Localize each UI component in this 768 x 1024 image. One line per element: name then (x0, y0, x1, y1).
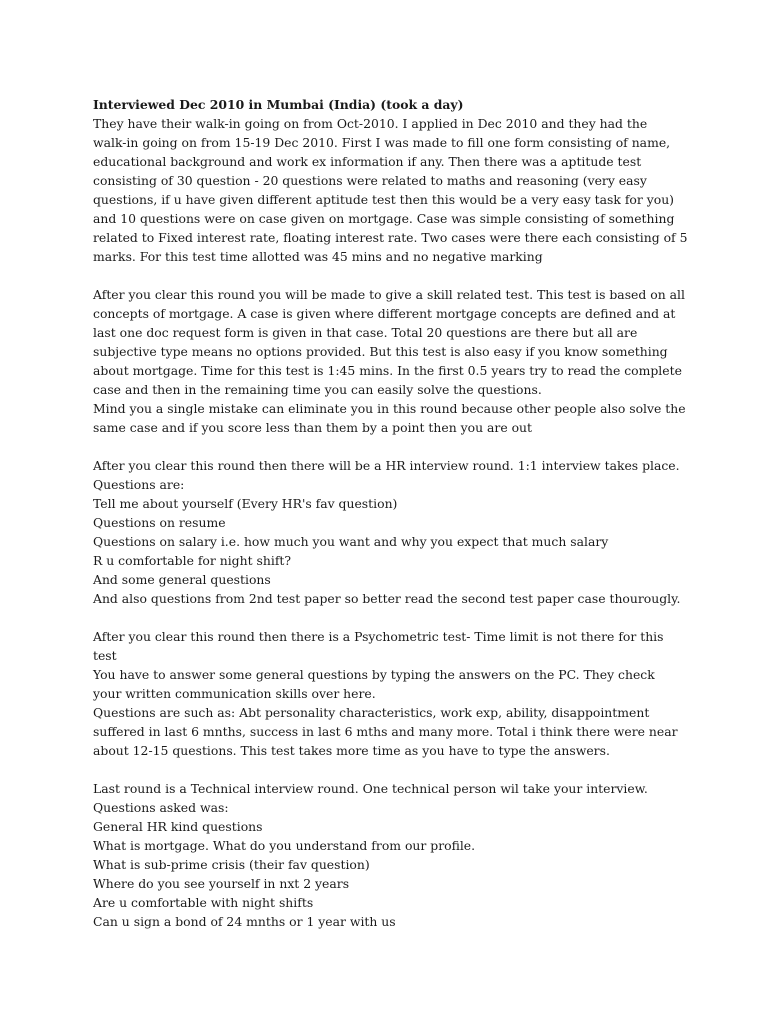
text-line: Questions on resume (93, 515, 226, 530)
text-line: What is sub-prime crisis (their fav question) (93, 857, 370, 872)
text-line: What is mortgage. What do you understand from our profile. (93, 838, 476, 853)
paragraph-walk-in (93, 114, 693, 266)
text-line: And also questions from 2nd test paper so better read the second test paper case thourougly. (93, 591, 681, 606)
text-line: And some general questions (93, 572, 271, 587)
text-line: walk-in going on from 15-19 Dec 2010. First I was made to fill one form consisting of name, (93, 135, 671, 150)
text-line: General HR kind questions (93, 819, 263, 834)
text-line: After you clear this round you will be made to give a skill related test. This test is based on all (93, 287, 685, 302)
text-line: Questions are: (93, 477, 185, 492)
text-line: related to Fixed interest rate, floating interest rate. Two cases were there each consisting of 5 (93, 230, 688, 245)
document-title: Interviewed Dec 2010 in Mumbai (India) (took a day) (93, 97, 464, 112)
text-line: R u comfortable for night shift? (93, 553, 292, 568)
paragraph-psychometric-test (93, 627, 693, 760)
text-line: suffered in last 6 mnths, success in last 6 mths and many more. Total i think there were near (93, 724, 678, 739)
text-line: about 12-15 questions. This test takes more time as you have to type the answers. (93, 743, 610, 758)
text-line: Where do you see yourself in nxt 2 years (93, 876, 350, 891)
text-line: about mortgage. Time for this test is 1:45 mins. In the first 0.5 years try to read the complete (93, 363, 682, 378)
document-page (93, 95, 693, 950)
text-line: same case and if you score less than them by a point then you are out (93, 420, 533, 435)
text-line: concepts of mortgage. A case is given where different mortgage concepts are defined and at (93, 306, 676, 321)
text-line: Mind you a single mistake can eliminate you in this round because other people also solve the (93, 401, 686, 416)
text-line: questions, if u have given different aptitude test then this would be a very easy task for you) (93, 192, 675, 207)
text-line: consisting of 30 question - 20 questions were related to maths and reasoning (very easy (93, 173, 647, 188)
text-line: your written communication skills over here. (93, 686, 376, 701)
text-line: Can u sign a bond of 24 mnths or 1 year with us (93, 914, 396, 929)
paragraph-hr-interview (93, 456, 693, 608)
text-line: last one doc request form is given in that case. Total 20 questions are there but all are (93, 325, 638, 340)
paragraph-skill-test (93, 285, 693, 437)
text-line: case and then in the remaining time you can easily solve the questions. (93, 382, 542, 397)
paragraph-technical-interview (93, 779, 693, 931)
text-line: You have to answer some general questions by typing the answers on the PC. They check (93, 667, 655, 682)
text-line: Questions on salary i.e. how much you want and why you expect that much salary (93, 534, 609, 549)
text-line: After you clear this round then there will be a HR interview round. 1:1 interview takes place. (93, 458, 680, 473)
text-line: Questions are such as: Abt personality characteristics, work exp, ability, disappointment (93, 705, 650, 720)
text-line: Questions asked was: (93, 800, 229, 815)
text-line: subjective type means no options provided. But this test is also easy if you know something (93, 344, 668, 359)
text-line: educational background and work ex information if any. Then there was a aptitude test (93, 154, 642, 169)
text-line: and 10 questions were on case given on mortgage. Case was simple consisting of something (93, 211, 675, 226)
text-line: They have their walk-in going on from Oct-2010. I applied in Dec 2010 and they had the (93, 116, 648, 131)
text-line: Are u comfortable with night shifts (93, 895, 314, 910)
text-line: test (93, 648, 117, 663)
text-line: After you clear this round then there is a Psychometric test- Time limit is not there for this (93, 629, 664, 644)
text-line: marks. For this test time allotted was 45 mins and no negative marking (93, 249, 543, 264)
text-line: Last round is a Technical interview round. One technical person wil take your interview. (93, 781, 648, 796)
text-line: Tell me about yourself (Every HR's fav question) (93, 496, 398, 511)
